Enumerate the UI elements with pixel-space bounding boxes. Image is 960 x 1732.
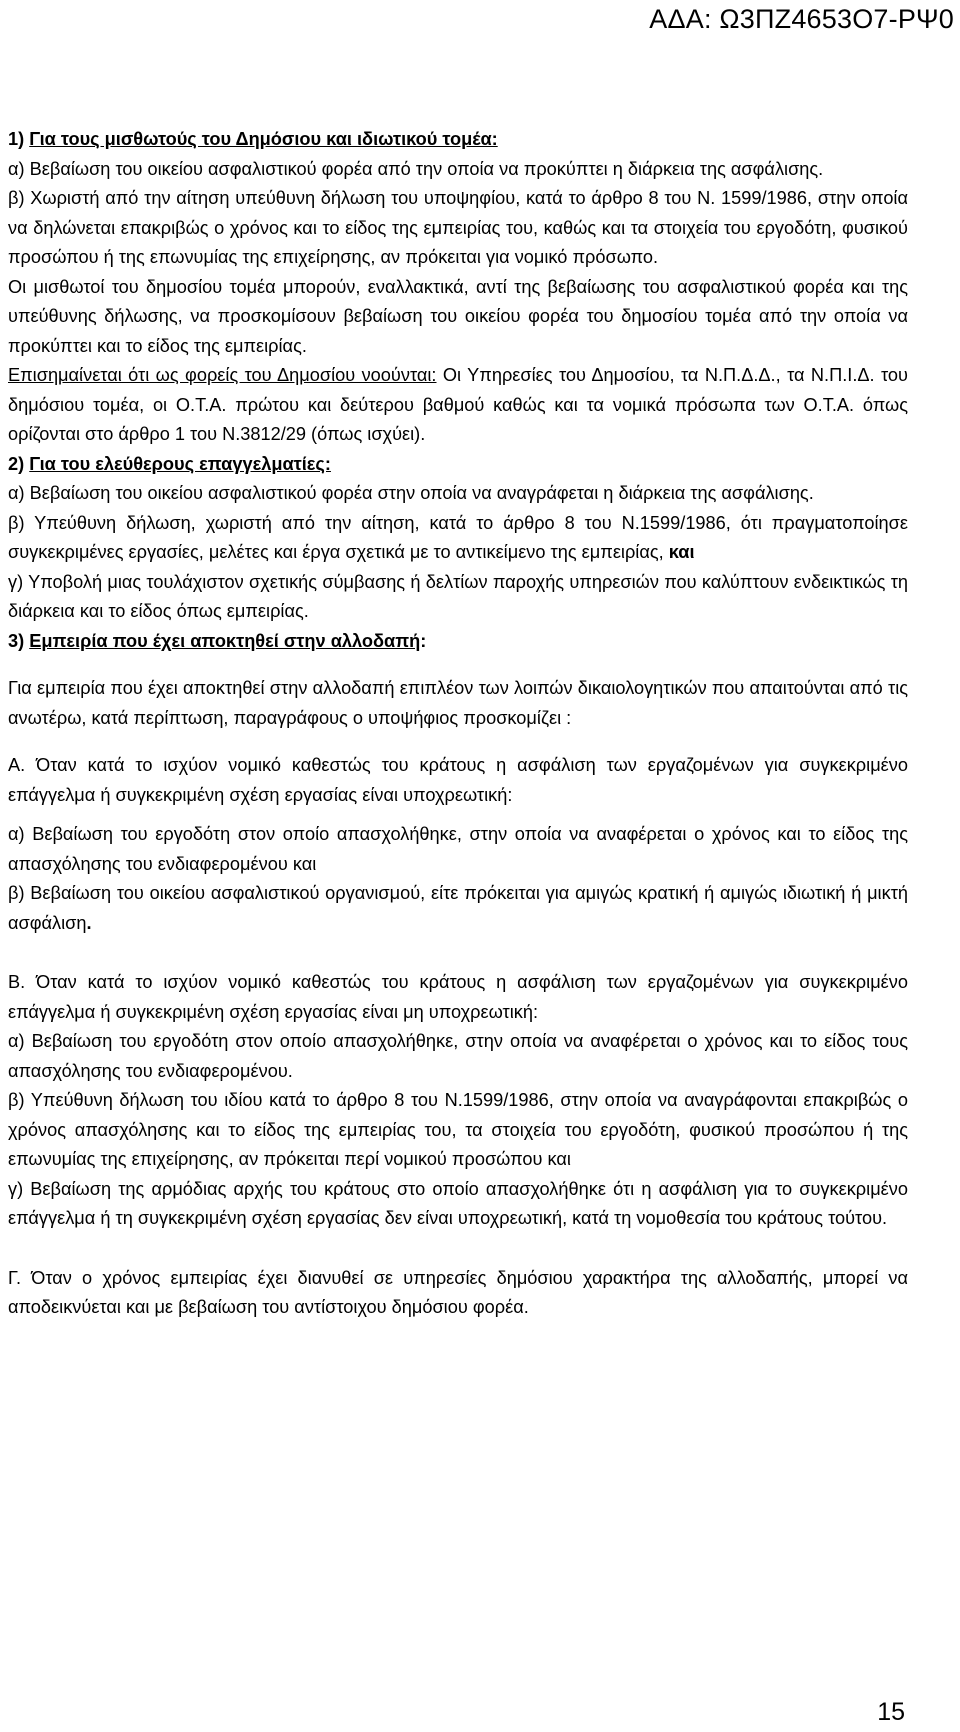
case-a-item-a: α) Βεβαίωση του εργοδότη στον οποίο απασχολήθηκε, στην οποία να αναφέρεται ο χρόνος και το είδος της απασχόλησης του ενδιαφερομένου και [8, 824, 908, 874]
case-a-item-b-text: β) Βεβαίωση του οικείου ασφαλιστικού οργανισμού, είτε πρόκειται για αμιγώς κρατική ή αμιγώς ιδιωτική ή μικτή ασφάλιση [8, 883, 908, 933]
section-3-heading [8, 627, 908, 657]
section-1-item-a: α) Βεβαίωση του οικείου ασφαλιστικού φορέα από την οποία να προκύπτει η διάρκεια της ασφάλισης. [8, 158, 824, 179]
page-number: 15 [877, 1698, 905, 1726]
case-b-heading: Β. Όταν κατά το ισχύον νομικό καθεστώς του κράτους η ασφάλιση των εργαζομένων για συγκεκριμένο επάγγελμα ή συγκεκριμένη σχέση εργασίας είναι μη υποχρεωτική: [8, 972, 908, 1022]
section-2-number: 2) [8, 453, 25, 474]
section-1-number: 1) [8, 129, 25, 149]
section-2-item-b-and: και [663, 542, 695, 562]
section-2-item-b-text: β) Υπεύθυνη δήλωση, χωριστή από την αίτηση, κατά το άρθρο 8 του Ν.1599/1986, ότι πραγματοποίησε συγκεκριμένες εργασίες, μελέτες και έργα σχετικά με το αντικείμενο της εμπειρίας, [8, 512, 908, 562]
section-3-title: Εμπειρία που έχει αποκτηθεί στην αλλοδαπή [29, 630, 421, 651]
section-2-heading [8, 450, 908, 480]
section-2-item-a: α) Βεβαίωση του οικείου ασφαλιστικού φορέα στην οποία να αναγράφεται η διάρκεια της ασφάλισης. [8, 483, 814, 503]
section-2-item-c: γ) Υποβολή μιας τουλάχιστον σχετικής σύμβασης ή δελτίων παροχής υπηρεσιών που καλύπτουν ενδεικτικώς τη διάρκεια και το είδος όπως εμπειρίας. [8, 571, 908, 621]
case-a-heading: Α. Όταν κατά το ισχύον νομικό καθεστώς του κράτους η ασφάλιση των εργαζομένων για συγκεκριμένο επάγγελμα ή συγκεκριμένη σχέση εργασίας είναι υποχρεωτική: [8, 755, 908, 805]
section-2-title: Για του ελεύθερους επαγγελματίες: [29, 453, 331, 474]
section-1-public-bodies-note [8, 361, 908, 450]
case-g-paragraph: Γ. Όταν ο χρόνος εμπειρίας έχει διανυθεί σε υπηρεσίες δημόσιου χαρακτήρα της αλλοδαπής, μπορεί να αποδεικνύεται και με βεβαίωση του αντίστοιχου δημόσιου φορέα. [8, 1267, 908, 1317]
section-3-intro: Για εμπειρία που έχει αποκτηθεί στην αλλοδαπή επιπλέον των λοιπών δικαιολογητικών που απαιτούνται από τις ανωτέρω, κατά περίπτωση, παραγράφους ο υποψήφιος προσκομίζει : [8, 678, 908, 728]
case-a-item-b-end: . [86, 912, 92, 933]
ada-code: ΑΔΑ: Ω3ΠΖ4653Ο7-ΡΨ0 [649, 4, 954, 34]
section-1-item-b: β) Χωριστή από την αίτηση υπεύθυνη δήλωση του υποψηφίου, κατά το άρθρο 8 του Ν. 1599/1986, στην οποία να δηλώνεται επακριβώς ο χρόνος και το είδος της εμπειρίας του, καθώς και τα στοιχεία του εργοδότη, φυσικού προσώπου ή της επωνυμίας της επιχείρησης, αν πρόκειται για νομικό πρόσωπο. [8, 188, 908, 267]
case-b-item-b: β) Υπεύθυνη δήλωση του ιδίου κατά το άρθρο 8 του Ν.1599/1986, στην οποία να αναγράφονται επακριβώς ο χρόνος απασχόλησης και το είδος της εμπειρίας του, τα στοιχεία του εργοδότη, φυσικού προσώπου ή της επωνυμίας της επιχείρησης, αν πρόκειται περί νομικού προσώπου και [8, 1090, 908, 1169]
section-1-public-sector-note: Οι μισθωτοί του δημοσίου τομέα μπορούν, εναλλακτικά, αντί της βεβαίωσης του ασφαλιστικού φορέα και της υπεύθυνης δήλωσης, να προσκομίσουν βεβαίωση του οικείου φορέα του δημοσίου τομέα από την οποία να προκύπτει και το είδος της εμπειρίας. [8, 276, 908, 356]
case-b-item-c: γ) Βεβαίωση της αρμόδιας αρχής του κράτους στο οποίο απασχολήθηκε ότι η ασφάλιση για το συγκεκριμένο επάγγελμα ή τη συγκεκριμένη σχέση εργασίας δεν είναι υποχρεωτική, κατά τη νομοθεσία του κράτους τούτου. [8, 1178, 908, 1228]
public-bodies-list: Οι Υπηρεσίες του Δημοσίου, τα Ν.Π.Δ.Δ., τα Ν.Π.Ι.Δ. του δημόσιου τομέα, οι Ο.Τ.Α. πρώτου και δεύτερου βαθμού καθώς και τα νομικά πρόσωπα των Ο.Τ.Α. όπως ορίζονται στο άρθρο 1 του Ν.3812/29 (όπως ισχύει). [8, 365, 908, 444]
section-2-item-b [8, 509, 908, 568]
case-a-item-b [8, 879, 908, 938]
section-1-heading [8, 125, 908, 155]
case-b-item-a: α) Βεβαίωση του εργοδότη στον οποίο απασχολήθηκε, στην οποία να αναφέρεται ο χρόνος και το είδος τους απασχόλησης του ενδιαφερομένου. [8, 1031, 908, 1081]
public-bodies-lead: Επισημαίνεται ότι ως φορείς του Δημοσίου νοούνται: [8, 365, 437, 385]
section-1-title: Για τους μισθωτούς του Δημόσιου και ιδιωτικού τομέα: [29, 129, 498, 149]
section-3-number: 3) [8, 630, 25, 651]
document-body [8, 125, 908, 1323]
section-3-colon: : [420, 630, 427, 651]
